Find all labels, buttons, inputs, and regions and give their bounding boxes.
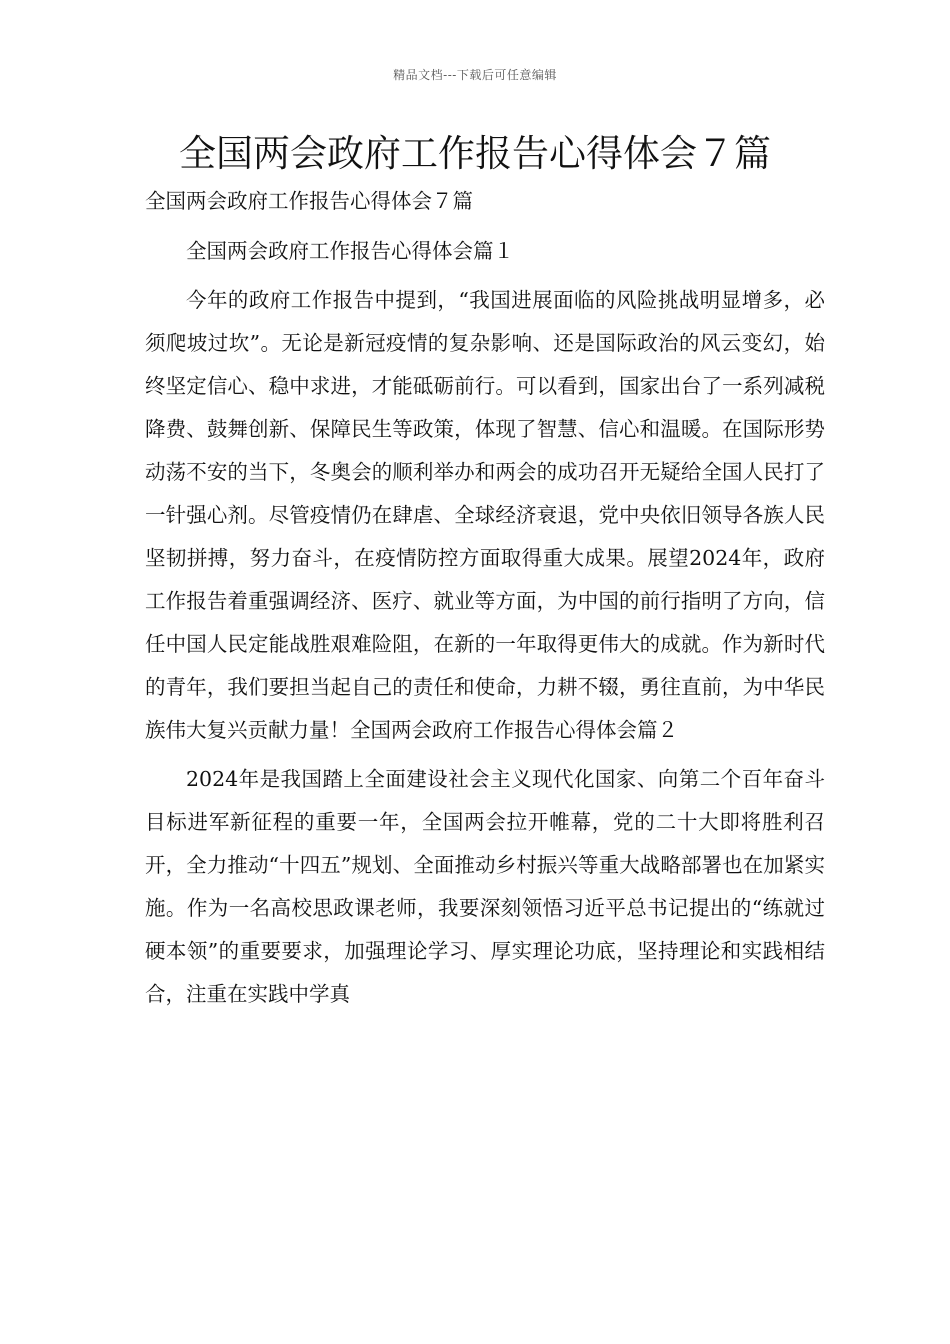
body-paragraph-1: 今年的政府工作报告中提到，“我国进展面临的风险挑战明显增多，必须爬坡过坎”。无论是新冠疫情的复杂影响、还是国际政治的风云变幻，始终坚定信心、稳中求进，才能砥砺前行。可以看到，国家出台了一系列减税降费、鼓舞创新、保障民生等政策，体现了智慧、信心和温暖。在国际形势动荡不安的当下，冬奥会的顺利举办和两会的成功召开无疑给全国人民打了一针强心剂。尽管疫情仍在肆虐、全球经济衰退，党中央依旧领导各族人民坚韧拼搏，努力奋斗，在疫情防控方面取得重大成果。展望2024年，政府工作报告着重强调经济、医疗、就业等方面，为中国的前行指明了方向，信任中国人民定能战胜艰难险阻，在新的一年取得更伟大的成就。作为新时代的青年，我们要担当起自己的责任和使命，力耕不辍，勇往直前，为中华民族伟大复兴贡献力量！全国两会政府工作报告心得体会篇２ [145,288,825,742]
page-header-watermark: 精品文档---下载后可任意编辑 [393,68,557,82]
section-heading-1: 全国两会政府工作报告心得体会篇１ [186,239,514,263]
document-subtitle: 全国两会政府工作报告心得体会７篇 [145,189,473,213]
document-title: 全国两会政府工作报告心得体会７篇 [179,132,771,175]
document-body [145,180,825,1022]
body-paragraph-2: 2024年是我国踏上全面建设社会主义现代化国家、向第二个百年奋斗目标进军新征程的重要一年，全国两会拉开帷幕，党的二十大即将胜利召开，全力推动“十四五”规划、全面推动乡村振兴等重大战略部署也在加紧实施。作为一名高校思政课老师，我要深刻领悟习近平总书记提出的“练就过硬本领”的重要要求，加强理论学习、厚实理论功底，坚持理论和实践相结合，注重在实践中学真 [145,767,825,1006]
